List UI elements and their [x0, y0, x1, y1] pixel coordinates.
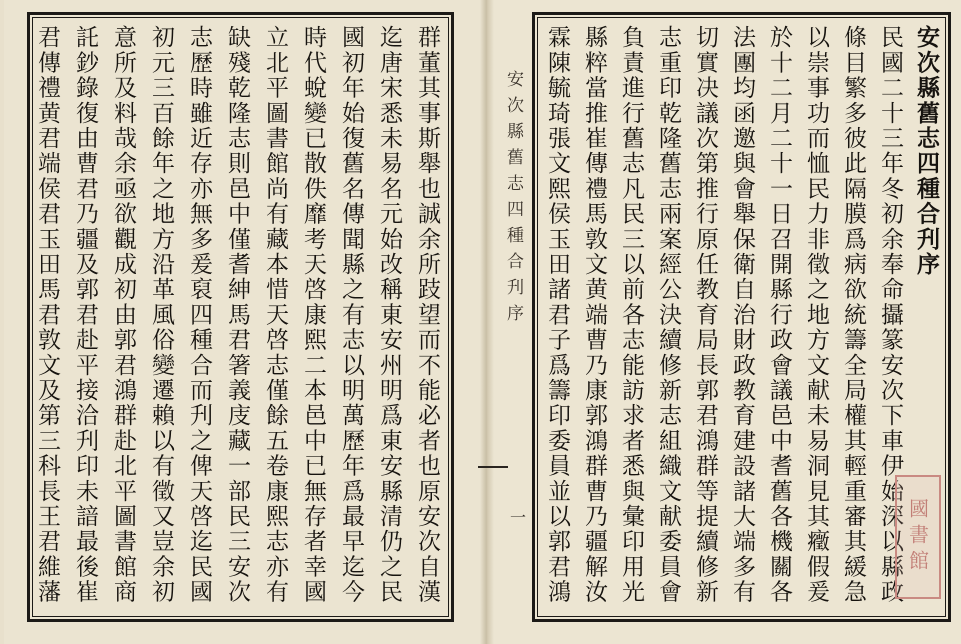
text-column: 時代蛻變已散佚靡考天啓康熙二本邑中已無存者幸國 [300, 25, 326, 605]
seal-text: 國書館 [905, 498, 930, 576]
text-column: 以崇事功而恤民力非徵之地方文献未易洞見其癥假爰 [803, 25, 829, 605]
book-gutter [480, 0, 494, 644]
text-column: 法團均函邀與會舉保衛自治財政教育建設諸大端多有 [729, 25, 755, 605]
text-column: 迄唐宋悉未易名元始改稱東安州明爲東安縣清仍之民 [376, 25, 402, 605]
page-number: 一 [510, 508, 527, 527]
text-column: 君傳禮黄君端侯君玉田馬君敦文及第三科長王君維藩 [34, 25, 60, 605]
text-column: 志重印乾隆舊志兩案經公決續修新志組織文献委員會 [655, 25, 681, 605]
text-column: 國初年始復舊名傳聞縣之有志以明萬歷年爲最早迄今 [338, 25, 364, 605]
left-page-frame [27, 12, 454, 622]
text-column: 民國二十三年冬初余奉命攝篆安次下車伊始深以縣政 [877, 25, 903, 605]
text-column: 縣粹當推崔傳禮馬敦文黄端曹乃康郭鴻群曹乃疆解汝 [581, 25, 607, 605]
text-column: 條目繁多彼此隔膜爲病欲統籌全局權其輕重審其緩急 [840, 25, 866, 605]
right-page-frame [532, 12, 951, 622]
text-column: 切實决議次第推行原任教育局長郭君鴻群等提續修新 [692, 25, 718, 605]
text-column: 群董其事斯舉也誠余所跂望而不能必者也原安次自漢 [414, 25, 440, 605]
margin-title: 安次縣舊志四種合刋序 [503, 70, 523, 330]
text-column: 意所及料哉余亟欲觀成初由郭君鴻群赴北平圖書館商 [110, 25, 136, 605]
text-column: 霖陳毓琦張文熙侯玉田諸君子爲籌印委員並以郭君鴻 [544, 25, 570, 605]
text-column: 初元三百餘年之地方沿革風俗變遷賴以有徵又豈余初 [148, 25, 174, 605]
preface-title: 安次縣舊志四種合刋序 [913, 25, 940, 277]
text-column: 志歷時雖近存亦無多爰裒四種合而刋之俾天啓迄民國 [186, 25, 212, 605]
text-column: 立北平圖書館尚有藏本惜天啓志僅餘五卷康熙志亦有 [262, 25, 288, 605]
margin-rule [478, 466, 508, 468]
text-column: 負責進行舊志凡民三以前各志能訪求者悉與彙印用光 [618, 25, 644, 605]
text-column: 缺殘乾隆志則邑中僅耆紳馬君箸義庋藏一部民三安次 [224, 25, 250, 605]
text-column: 託鈔錄復由曹君乃疆及郭君赴平接洽刋印未諳最後崔 [72, 25, 98, 605]
library-seal-stamp [895, 475, 941, 599]
text-column: 於十二月二十一日召開縣行政會議邑中耆舊各機關各 [766, 25, 792, 605]
